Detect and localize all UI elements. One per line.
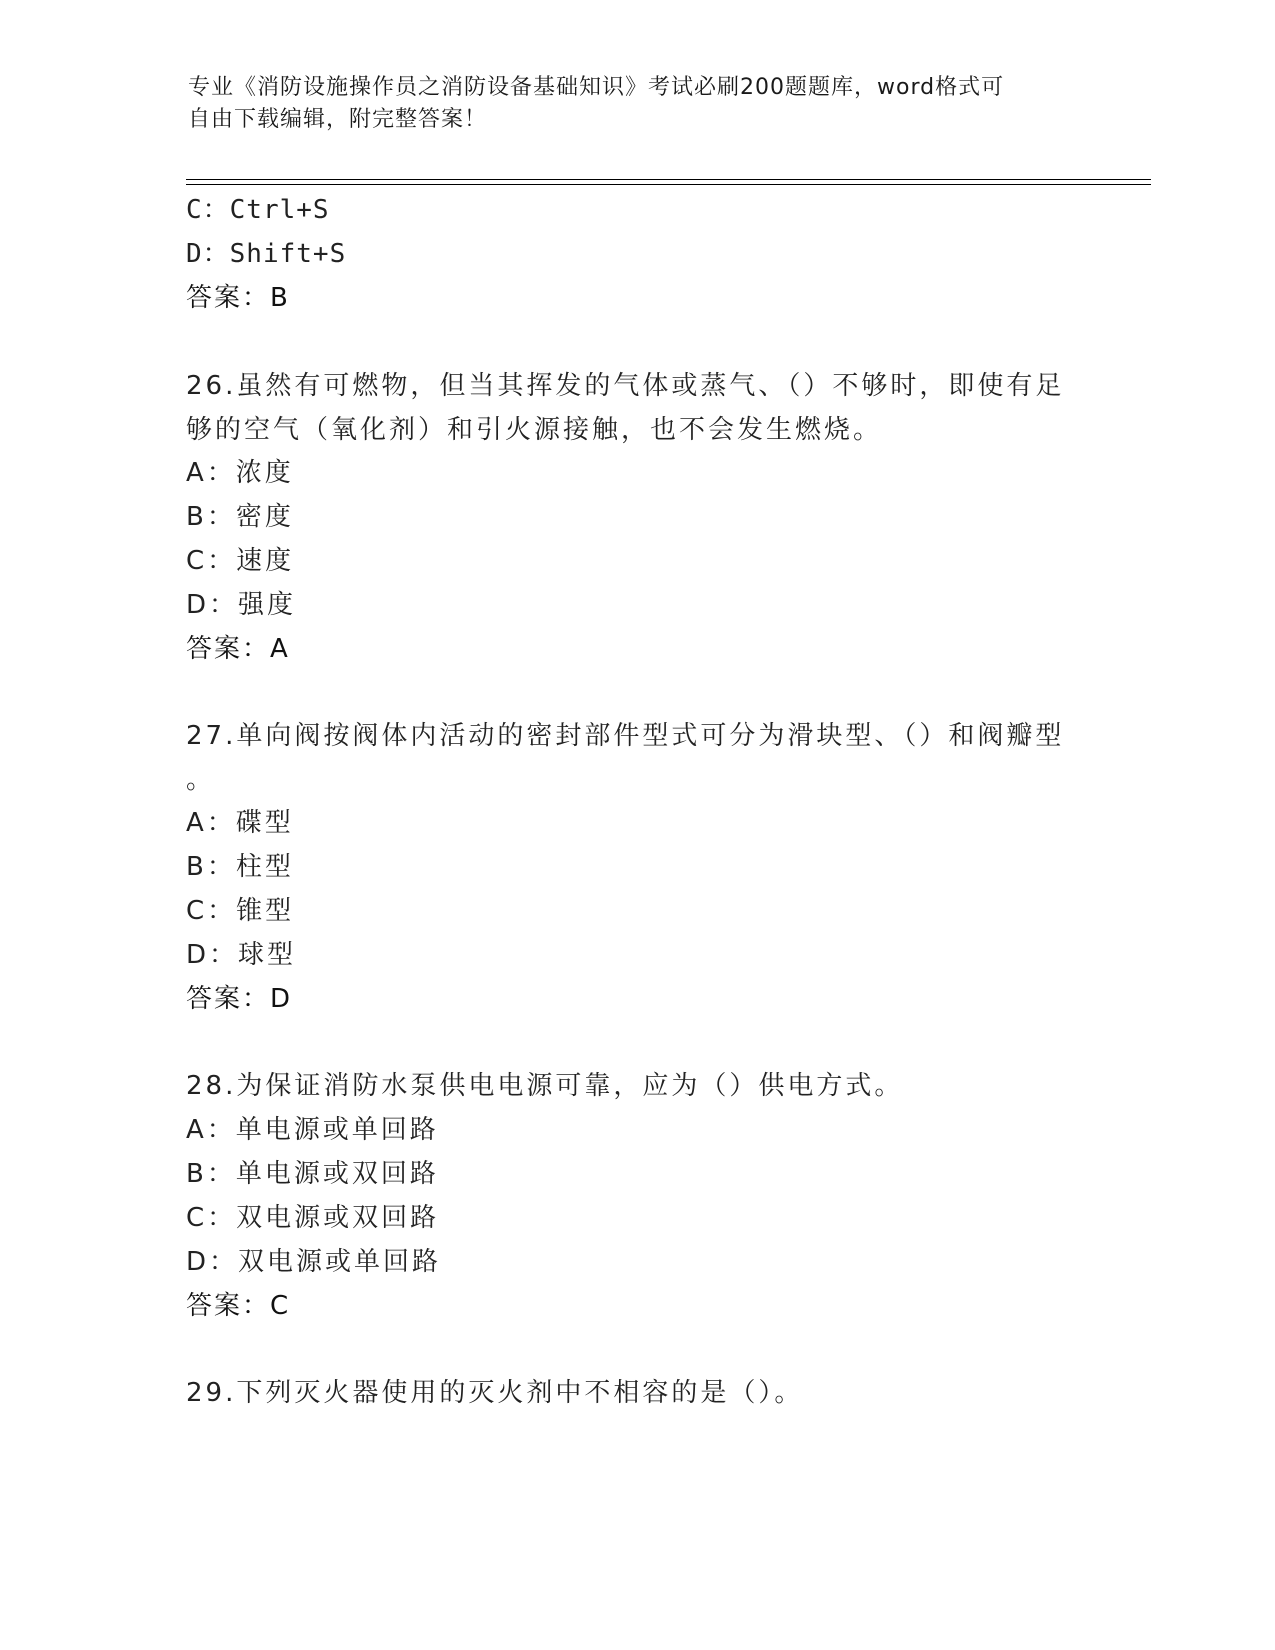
q27-option-c: C：锥型 <box>186 896 295 926</box>
document-header <box>188 72 1088 136</box>
header-line-2: 自由下载编辑，附完整答案！ <box>188 107 488 132</box>
q29-stem-line-1: 29.下列灭火器使用的灭火剂中不相容的是（）。 <box>186 1378 804 1408</box>
q28-option-a: A：单电源或单回路 <box>186 1115 439 1145</box>
q27-stem-line-2: 。 <box>186 765 216 795</box>
q26-option-b: B：密度 <box>186 502 294 532</box>
q26-option-c: C：速度 <box>186 546 295 576</box>
q25-option-c: C：Ctrl+S <box>186 195 330 225</box>
q28-option-d: D：双电源或单回路 <box>186 1247 442 1277</box>
q28-option-b: B：单电源或双回路 <box>186 1159 439 1189</box>
q28-stem-line-1: 28.为保证消防水泵供电电源可靠，应为（）供电方式。 <box>186 1071 904 1101</box>
header-rule-bottom <box>186 184 1151 185</box>
q26-stem-line-1: 26.虽然有可燃物，但当其挥发的气体或蒸气、（）不够时，即使有足 <box>186 371 1065 401</box>
q26-answer: 答案：A <box>186 634 290 664</box>
q27-option-d: D：球型 <box>186 940 297 970</box>
q28-answer: 答案：C <box>186 1291 291 1321</box>
header-line-1: 专业《消防设施操作员之消防设备基础知识》考试必刷200题题库，word格式可 <box>188 75 1005 100</box>
q26-option-d: D：强度 <box>186 590 297 620</box>
q27-option-a: A：碟型 <box>186 808 294 838</box>
q27-option-b: B：柱型 <box>186 852 294 882</box>
q27-stem-line-1: 27.单向阀按阀体内活动的密封部件型式可分为滑块型、（）和阀瓣型 <box>186 721 1065 751</box>
q25-option-d: D：Shift+S <box>186 239 347 269</box>
q27-answer: 答案：D <box>186 984 293 1014</box>
q26-stem-line-2: 够的空气（氧化剂）和引火源接触，也不会发生燃烧。 <box>186 415 883 445</box>
q25-answer: 答案：B <box>186 283 290 313</box>
q28-option-c: C：双电源或双回路 <box>186 1203 440 1233</box>
header-rule-top <box>186 179 1151 180</box>
q26-option-a: A：浓度 <box>186 458 294 488</box>
